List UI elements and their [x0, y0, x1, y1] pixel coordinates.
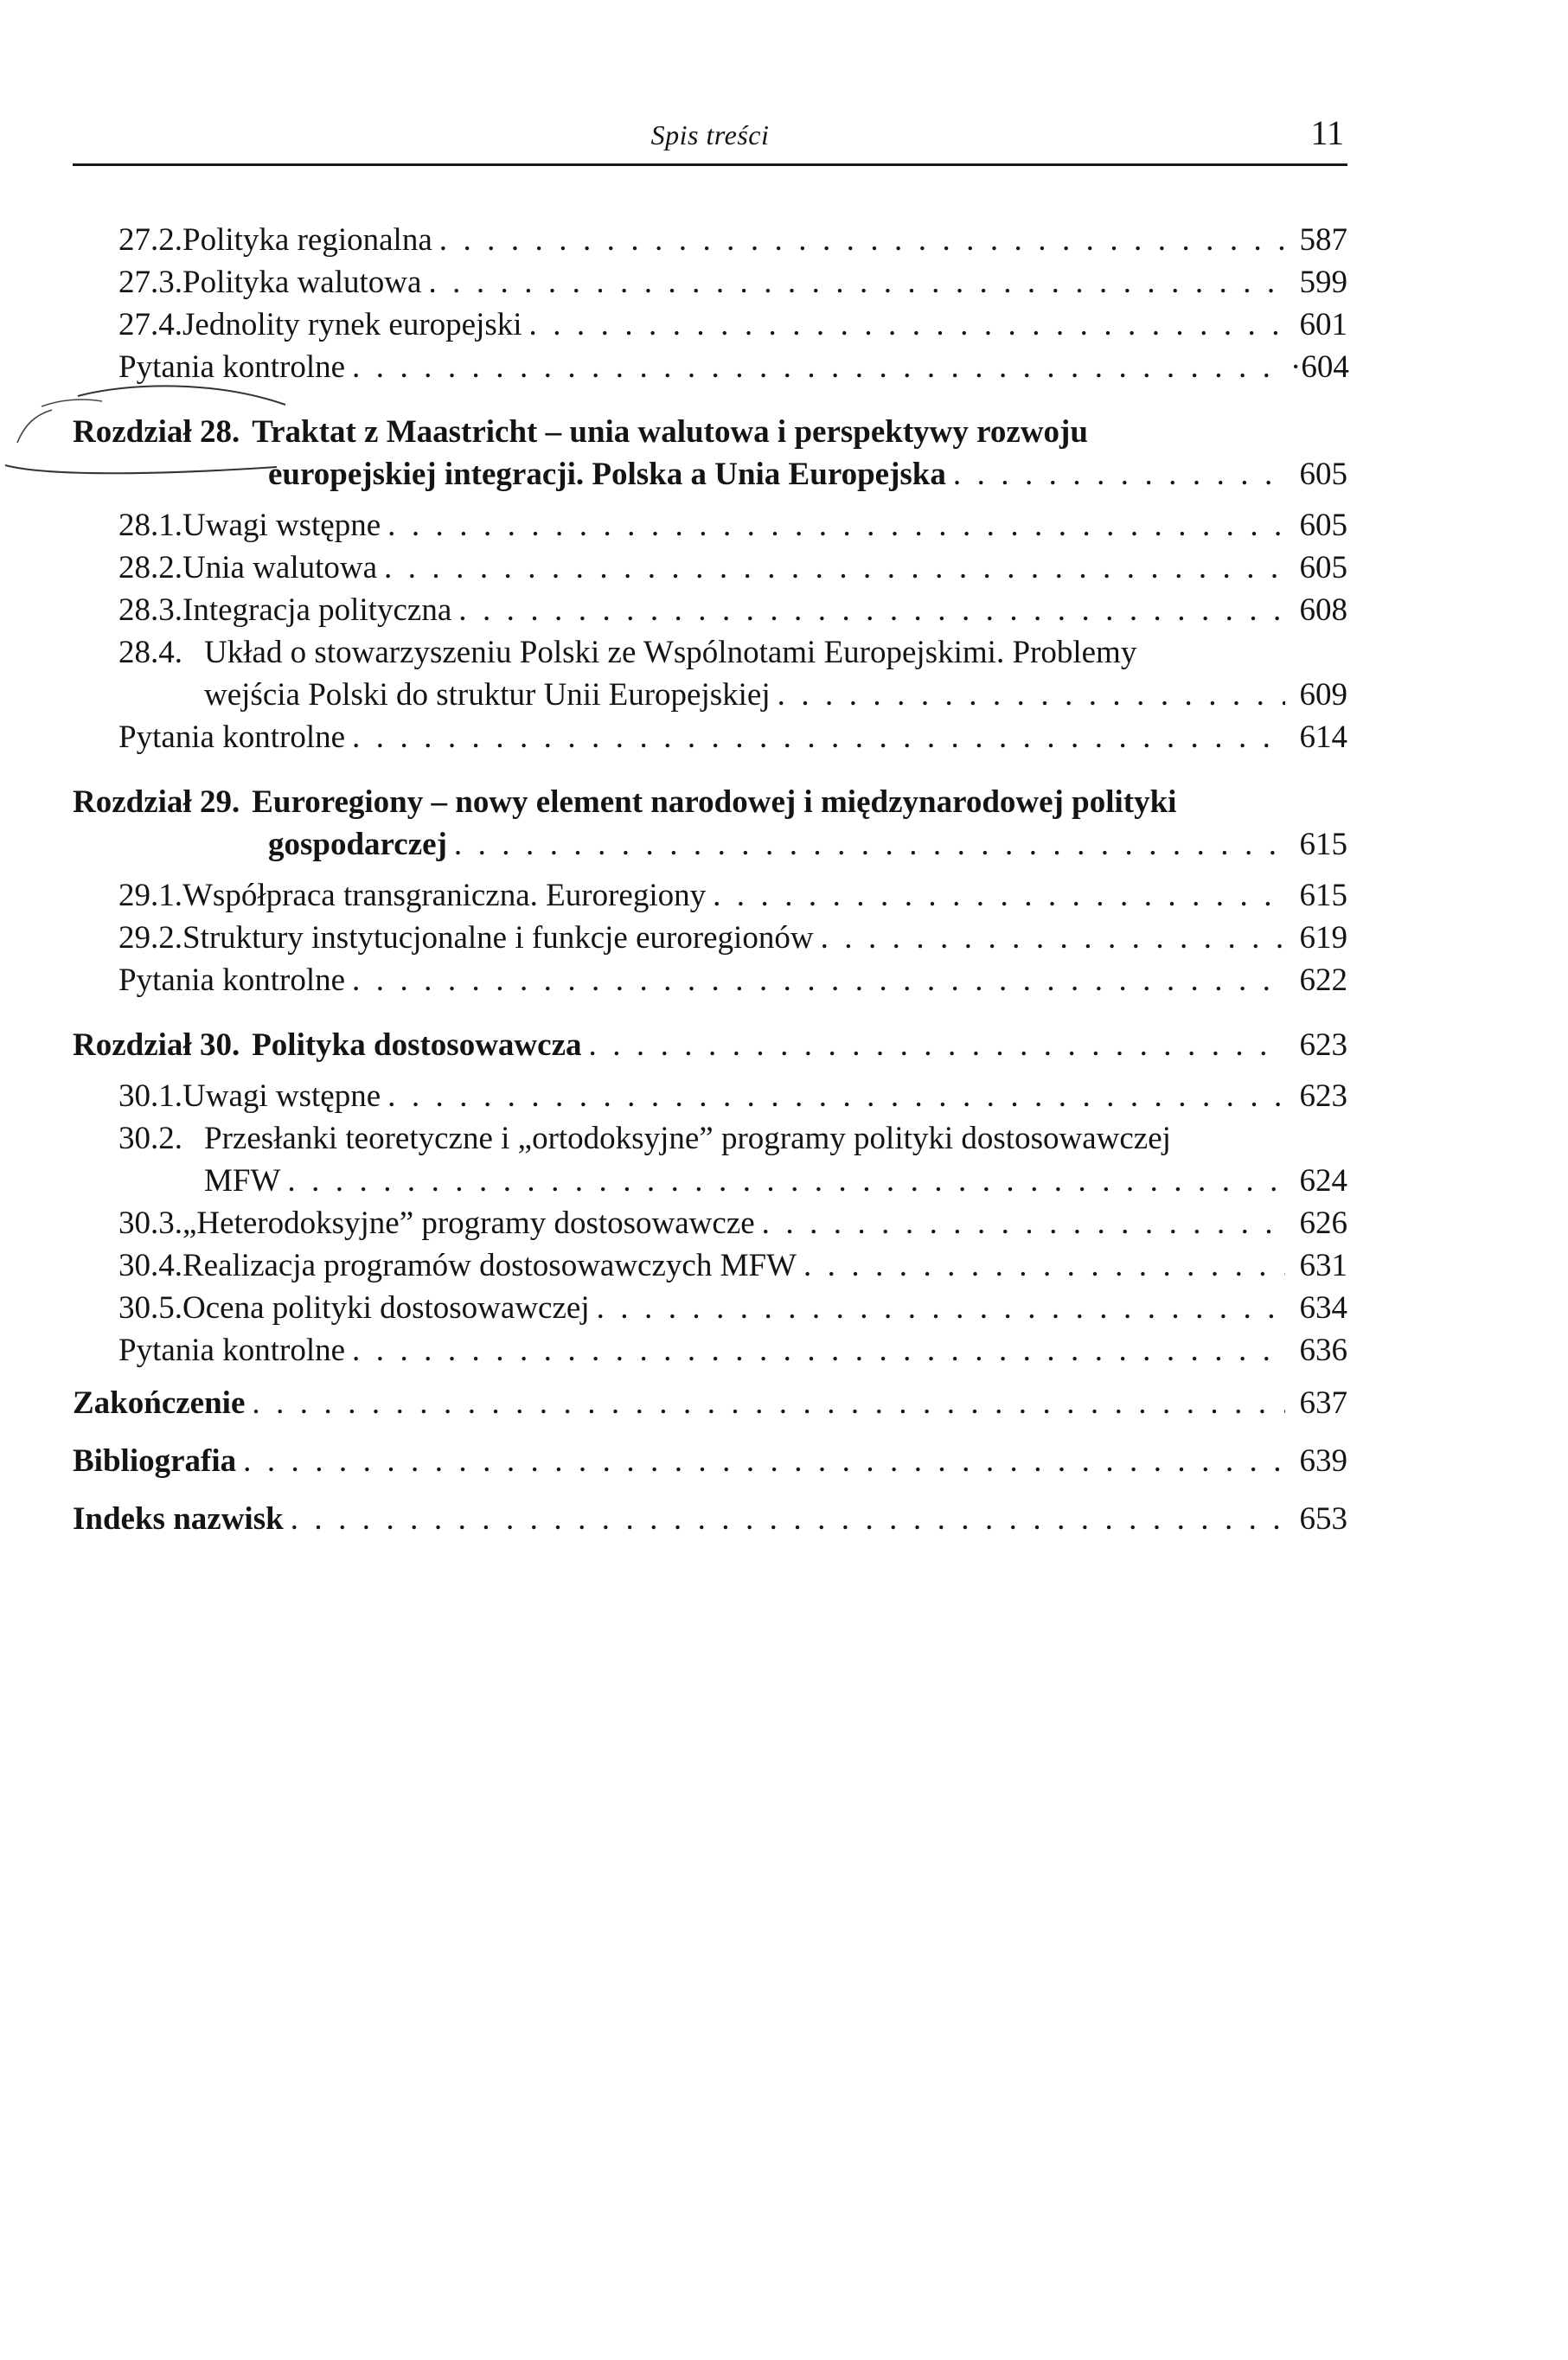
- section-number: 28.3.: [118, 592, 182, 628]
- page-ref: ·604: [1290, 349, 1349, 385]
- toc-chapter-29[interactable]: [73, 781, 1347, 866]
- dot-leader: [352, 716, 1285, 758]
- entry-title: Zakończenie: [73, 1385, 246, 1421]
- dot-leader: [803, 1244, 1285, 1287]
- page-ref: 614: [1299, 720, 1347, 755]
- section-title: „Heterodoksyjne” programy dostosowawcze: [182, 1206, 755, 1241]
- chapter-title-line-2: europejskiej integracji. Polska a Unia Europejska: [268, 457, 946, 492]
- section-number: 29.1.: [118, 878, 182, 913]
- dot-leader: [384, 547, 1285, 589]
- toc-entry-27-3[interactable]: [118, 261, 1347, 304]
- page-ref: 637: [1299, 1385, 1347, 1421]
- section-title: Integracja polityczna: [182, 592, 452, 628]
- page-ref: 653: [1299, 1501, 1347, 1537]
- page-ref: 615: [1299, 878, 1347, 913]
- chapter-number: Rozdział 28.: [73, 414, 240, 450]
- toc-entry-28-4[interactable]: [118, 631, 1347, 716]
- section-number: 27.4.: [118, 307, 182, 342]
- toc-entry-27-4[interactable]: [118, 304, 1347, 346]
- section-title: Unia walutowa: [182, 550, 378, 585]
- page-ref: 605: [1299, 508, 1347, 543]
- dot-leader: [287, 1160, 1285, 1202]
- dot-leader: [713, 874, 1285, 917]
- dot-leader: [762, 1202, 1285, 1244]
- toc-entry-29-2[interactable]: [118, 917, 1347, 959]
- toc-entry-28-2[interactable]: [118, 547, 1347, 589]
- chapter-number: Rozdział 29.: [73, 784, 240, 820]
- section-number: 30.1.: [118, 1078, 182, 1114]
- section-title: Struktury instytucjonalne i funkcje euroregionów: [182, 920, 814, 956]
- page-ref: 623: [1299, 1078, 1347, 1114]
- page-ref: 623: [1299, 1027, 1347, 1063]
- entry-title: Indeks nazwisk: [73, 1501, 284, 1537]
- toc-entry-30-3[interactable]: [118, 1202, 1347, 1244]
- dot-leader: [352, 959, 1285, 1001]
- section-number: 30.2.: [118, 1121, 182, 1156]
- page-ref: 634: [1299, 1290, 1347, 1326]
- page-ref: 619: [1299, 920, 1347, 956]
- toc-entry-30-4[interactable]: [118, 1244, 1347, 1287]
- page-ref: 626: [1299, 1206, 1347, 1241]
- toc-entry-30-5[interactable]: [118, 1287, 1347, 1329]
- page-ref: 605: [1299, 550, 1347, 585]
- toc-entry-27-2[interactable]: [118, 219, 1347, 261]
- page-ref: 608: [1299, 592, 1347, 628]
- dot-leader: [243, 1440, 1285, 1482]
- toc-entry-28-3[interactable]: [118, 589, 1347, 631]
- header-title: Spis treści: [650, 119, 770, 150]
- chapter-title-line-1: Euroregiony – nowy element narodowej i międzynarodowej polityki: [252, 784, 1177, 820]
- toc-entry-questions-27[interactable]: [118, 346, 1347, 388]
- dot-leader: [291, 1498, 1285, 1540]
- page-ref: 639: [1299, 1443, 1347, 1479]
- table-of-contents: [73, 219, 1347, 1540]
- dot-leader: [597, 1287, 1285, 1329]
- page-ref: 609: [1299, 677, 1347, 713]
- dot-leader: [252, 1382, 1285, 1424]
- section-title: Uwagi wstępne: [182, 508, 381, 543]
- dot-leader: [529, 304, 1285, 346]
- section-title-line-1: Układ o stowarzyszeniu Polski ze Wspólnotami Europejskimi. Problemy: [204, 635, 1137, 670]
- section-title: Polityka regionalna: [182, 222, 432, 258]
- toc-entry-zakonczenie[interactable]: [73, 1382, 1347, 1424]
- section-title: Realizacja programów dostosowawczych MFW: [182, 1248, 797, 1283]
- section-title: Pytania kontrolne: [118, 720, 346, 755]
- section-number: 28.4.: [118, 635, 182, 670]
- header-rule: [73, 163, 1347, 166]
- dot-leader: [589, 1024, 1286, 1066]
- dot-leader: [458, 589, 1285, 631]
- section-number: 28.1.: [118, 508, 182, 543]
- page-ref: 587: [1299, 222, 1347, 258]
- section-number: 27.2.: [118, 222, 182, 258]
- dot-leader: [821, 917, 1285, 959]
- dot-leader: [778, 674, 1285, 716]
- section-number: 27.3.: [118, 265, 182, 300]
- dot-leader: [439, 219, 1285, 261]
- page-ref: 636: [1299, 1333, 1347, 1368]
- toc-entry-30-2[interactable]: [118, 1117, 1347, 1202]
- section-number: 29.2.: [118, 920, 182, 956]
- dot-leader: [352, 346, 1285, 388]
- toc-entry-indeks[interactable]: [73, 1498, 1347, 1540]
- toc-entry-bibliografia[interactable]: [73, 1440, 1347, 1482]
- page-ref: 622: [1299, 963, 1347, 998]
- section-title-line-2: wejścia Polski do struktur Unii Europejskiej: [204, 677, 771, 713]
- section-title: Współpraca transgraniczna. Euroregiony: [182, 878, 707, 913]
- dot-leader: [428, 261, 1285, 304]
- section-title: Jednolity rynek europejski: [182, 307, 522, 342]
- entry-title: Bibliografia: [73, 1443, 237, 1479]
- toc-entry-questions-30[interactable]: [118, 1329, 1347, 1372]
- dot-leader: [387, 1075, 1285, 1117]
- dot-leader: [454, 823, 1285, 866]
- toc-chapter-28[interactable]: [73, 411, 1347, 496]
- section-number: 28.2.: [118, 550, 182, 585]
- section-title-line-1: Przesłanki teoretyczne i „ortodoksyjne” programy polityki dostosowawczej: [204, 1121, 1171, 1156]
- section-title-line-2: MFW: [204, 1163, 281, 1199]
- section-number: 30.5.: [118, 1290, 182, 1326]
- section-title: Ocena polityki dostosowawczej: [182, 1290, 590, 1326]
- running-header: [73, 112, 1347, 164]
- section-title: Pytania kontrolne: [118, 1333, 346, 1368]
- section-title: Pytania kontrolne: [118, 963, 346, 998]
- section-title: Pytania kontrolne: [118, 349, 346, 385]
- page-ref: 601: [1299, 307, 1347, 342]
- toc-entry-questions-29[interactable]: [118, 959, 1347, 1001]
- page-ref: 605: [1299, 457, 1347, 492]
- toc-entry-questions-28[interactable]: [118, 716, 1347, 758]
- section-number: 30.3.: [118, 1206, 182, 1241]
- chapter-title: Polityka dostosowawcza: [252, 1027, 582, 1063]
- toc-entry-30-1[interactable]: [118, 1075, 1347, 1117]
- dot-leader: [953, 453, 1285, 496]
- dot-leader: [387, 504, 1285, 547]
- page-number: 11: [1310, 113, 1344, 152]
- toc-chapter-30[interactable]: [73, 1024, 1347, 1066]
- chapter-title-line-2: gospodarczej: [268, 827, 447, 862]
- section-title: Polityka walutowa: [182, 265, 422, 300]
- section-number: 30.4.: [118, 1248, 182, 1283]
- page-ref: 631: [1299, 1248, 1347, 1283]
- page-ref: 599: [1299, 265, 1347, 300]
- section-title: Uwagi wstępne: [182, 1078, 381, 1114]
- toc-entry-29-1[interactable]: [118, 874, 1347, 917]
- page-ref: 615: [1299, 827, 1347, 862]
- page-ref: 624: [1299, 1163, 1347, 1199]
- toc-entry-28-1[interactable]: [118, 504, 1347, 547]
- dot-leader: [352, 1329, 1285, 1372]
- chapter-number: Rozdział 30.: [73, 1027, 240, 1063]
- chapter-title-line-1: Traktat z Maastricht – unia walutowa i perspektywy rozwoju: [252, 414, 1088, 450]
